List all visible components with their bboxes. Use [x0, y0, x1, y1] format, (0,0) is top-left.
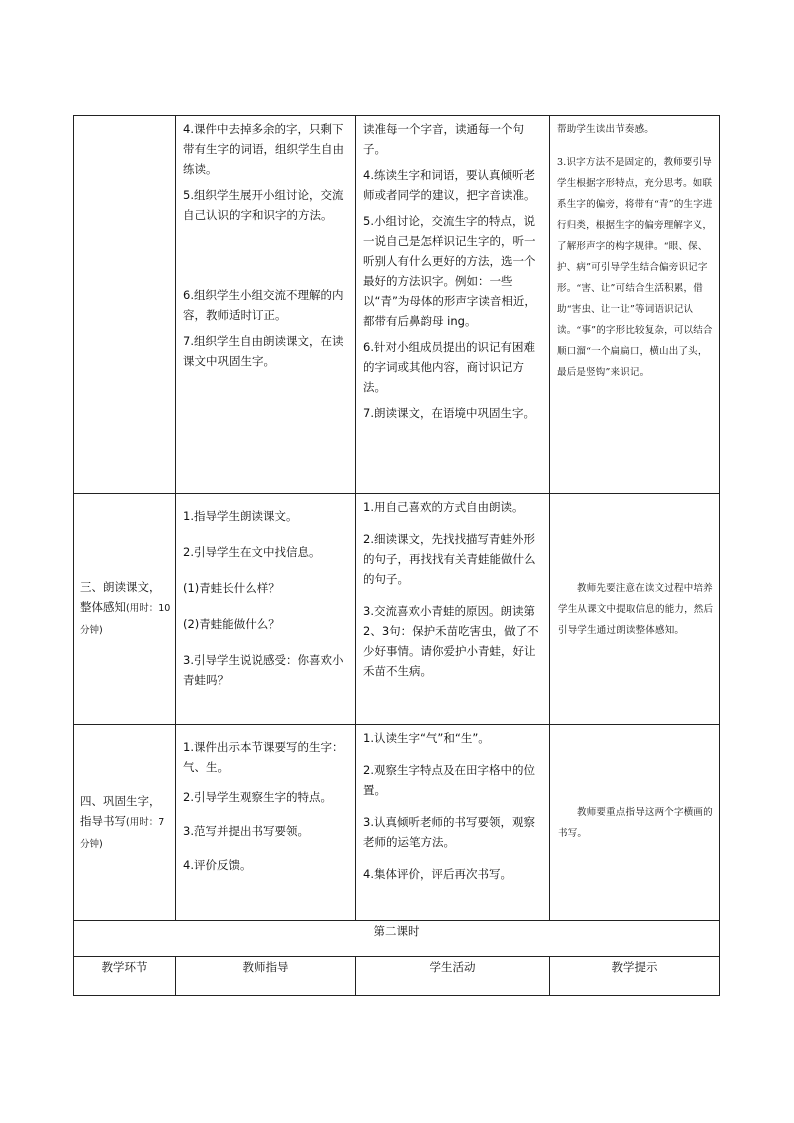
teaching-tip: 3.识字方法不是固定的，教师要引导学生根据字形特点，充分思考。如联系生字的偏旁，将带有“青”的生字进行归类，根据生字的偏旁理解字义，了解形声字的构字规律。“眼、保、护、病”可引导学生结合偏旁识记字形。“害、让”可结合生活积累，借助“害虫、让一让”等词语识记认读。“事”的字形比较复杂，可以结合顺口溜“一个扁扁口，横山出了头，最后是竖钩”来识记。 [557, 157, 713, 378]
table-row [74, 725, 720, 921]
teaching-tip: 教师先要注意在读文过程中培养学生从课文中提取信息的能力，然后引导学生通过朗读整体感知。 [558, 582, 714, 636]
student-step: 5.小组讨论，交流生字的特点，说一说自己是怎样识记生字的，听一听别人有什么更好的方法，选一个最好的方法识字。例如：一些以“青”为母体的形声字读音相近，都带有后鼻韵母 ing。 [363, 214, 536, 328]
teacher-step: 2.引导学生在文中找信息。 [183, 545, 321, 559]
teacher-guidance-cell [176, 116, 356, 494]
teacher-step: 2.引导学生观察生字的特点。 [183, 790, 332, 804]
teacher-step: 3.范写并提出书写要领。 [183, 824, 309, 838]
header-stage: 教学环节 [74, 957, 176, 996]
teacher-step: 4.评价反馈。 [183, 858, 252, 872]
stage-time: (用时：10分钟) [80, 603, 171, 636]
student-step: 1.用自己喜欢的方式自由朗读。 [363, 500, 524, 514]
teacher-step: 1.指导学生朗读课文。 [183, 509, 298, 523]
teacher-step: 4.课件中去掉多余的字，只剩下带有生字的词语，组织学生自由练读。 [183, 122, 344, 176]
teacher-step: (2)青蛙能做什么？ [183, 617, 280, 631]
table-row [74, 494, 720, 725]
teacher-step: 3.引导学生说说感受：你喜欢小青蛙吗？ [183, 653, 344, 687]
table-row [74, 116, 720, 494]
session-row [74, 921, 720, 957]
stage-title: 三、朗读课文，整体感知 [80, 580, 161, 614]
student-step: 7.朗读课文，在语境中巩固生字。 [363, 406, 535, 420]
lesson-plan-table [73, 115, 720, 996]
stage-cell-empty [74, 116, 176, 494]
student-activity-cell [356, 116, 550, 494]
teacher-step: 7.组织学生自由朗读课文，在读课文中巩固生字。 [183, 334, 344, 368]
student-step: 3.交流喜欢小青蛙的原因。朗读第2、3句：保护禾苗吃害虫，做了不少好事情。请你爱护小青蛙，好让禾苗不生病。 [363, 604, 539, 678]
student-activity-cell [356, 725, 550, 921]
student-step: 6.针对小组成员提出的识记有困难的字词或其他内容，商讨识记方法。 [363, 340, 535, 394]
teacher-step: (1)青蛙长什么样？ [183, 581, 280, 595]
teacher-step: 1.课件出示本节课要写的生字：气、生。 [183, 740, 344, 774]
teacher-step: 5.组织学生展开小组讨论，交流自己认识的字和识字的方法。 [183, 188, 344, 222]
student-step: 4.集体评价，评后再次书写。 [363, 867, 512, 881]
teacher-guidance-cell [176, 725, 356, 921]
teaching-tip-cell [550, 116, 720, 494]
session-title: 第二课时 [74, 921, 720, 957]
student-step: 3.认真倾听老师的书写要领，观察老师的运笔方法。 [363, 815, 535, 849]
student-step: 读准每一个字音，读通每一个句子。 [363, 122, 524, 156]
teaching-tip: 教师要重点指导这两个字横画的书写。 [558, 806, 713, 839]
header-teacher: 教师指导 [176, 957, 356, 996]
header-student: 学生活动 [356, 957, 550, 996]
student-step: 4.练读生字和词语，要认真倾听老师或者同学的建议，把字音读准。 [363, 168, 536, 202]
teacher-guidance-cell [176, 494, 356, 725]
stage-cell [74, 494, 176, 725]
stage-time: (用时：7分钟) [80, 816, 165, 850]
header-tips: 教学提示 [550, 957, 720, 996]
stage-cell [74, 725, 176, 921]
teacher-step: 6.组织学生小组交流不理解的内容，教师适时订正。 [183, 288, 344, 322]
teaching-tip-cell [550, 494, 720, 725]
teaching-tip-cell [550, 725, 720, 921]
student-step: 2.细读课文，先找找描写青蛙外形的句子，再找找有关青蛙能做什么的句子。 [363, 532, 536, 586]
header-row [74, 957, 720, 996]
teaching-tip: 帮助学生读出节奏感。 [557, 124, 655, 135]
stage-title: 四、巩固生字，指导书写 [80, 793, 161, 828]
student-activity-cell [356, 494, 550, 725]
student-step: 2.观察生字特点及在田字格中的位置。 [363, 763, 535, 797]
student-step: 1.认读生字“气”和“生”。 [363, 731, 490, 745]
